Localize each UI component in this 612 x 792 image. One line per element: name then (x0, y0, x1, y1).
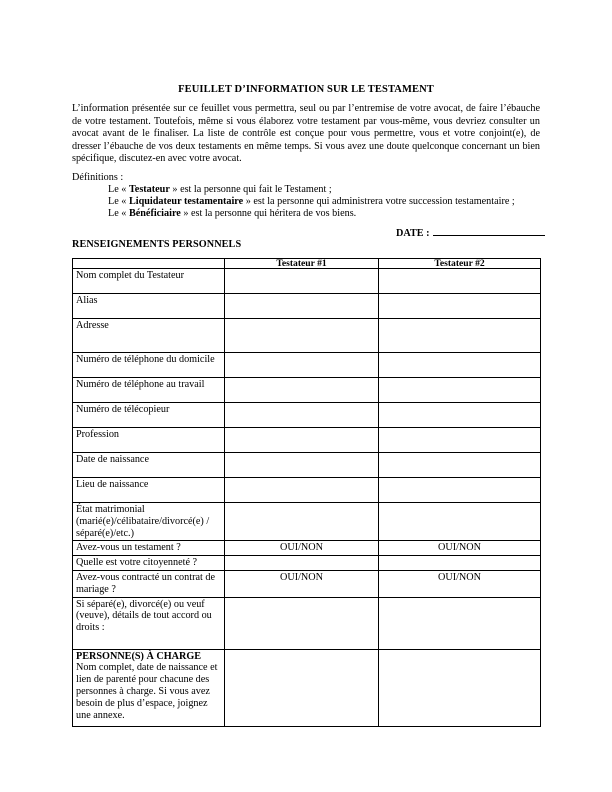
dependents-testateur-2[interactable] (379, 649, 541, 726)
row-label: Avez-vous un testament ? (73, 541, 225, 556)
cell-testateur-1[interactable] (225, 478, 379, 503)
section-title: RENSEIGNEMENTS PERSONNELS (72, 239, 242, 250)
intro-paragraph: L’information présentée sur ce feuillet vous permettra, seul ou par l’entremise de votre avocat, de faire l’ébauche de votre testament. Toutefois, même si vous élaborez votre testament par vous-même, vous devriez consulter un avocat avant de le finaliser. La liste de contrôle est conçue pour vous permettre, vous et votre conjoint(e), de dresser l’ébauche de vos deux testaments en même temps. Si vous avez une doute quelconque concernant un bien spécifique, discutez-en avec votre avocat. (72, 103, 540, 165)
definitions-heading: Définitions : (72, 172, 124, 183)
row-label: Numéro de télécopieur (73, 403, 225, 428)
table-row (73, 378, 541, 403)
cell-testateur-1[interactable] (225, 378, 379, 403)
cell-testateur-2[interactable] (379, 428, 541, 453)
table-row (73, 403, 541, 428)
row-label: État matrimonial (marié(e)/célibataire/divorcé(e) / séparé(e)/etc.) (73, 503, 225, 541)
cell-testateur-2[interactable] (379, 294, 541, 319)
row-label: Quelle est votre citoyenneté ? (73, 556, 225, 571)
row-label: Date de naissance (73, 453, 225, 478)
table-row (73, 319, 541, 353)
table-header-row (73, 259, 541, 269)
header-blank (73, 259, 225, 269)
table-row (73, 453, 541, 478)
definition-testateur: Le « Testateur » est la personne qui fait le Testament ; (108, 184, 332, 195)
definition-liquidateur: Le « Liquidateur testamentaire » est la personne qui administrera votre succession testamentaire ; (108, 196, 515, 207)
cell-testateur-1[interactable] (225, 294, 379, 319)
definition-beneficiaire: Le « Bénéficiaire » est la personne qui héritera de vos biens. (108, 208, 357, 219)
table-row (73, 597, 541, 649)
cell-testateur-2[interactable]: OUI/NON (379, 570, 541, 597)
cell-testateur-1[interactable]: OUI/NON (225, 541, 379, 556)
date-label: DATE : (396, 228, 430, 239)
cell-testateur-2[interactable] (379, 378, 541, 403)
row-label: Numéro de téléphone au travail (73, 378, 225, 403)
cell-testateur-1[interactable] (225, 319, 379, 353)
cell-testateur-2[interactable] (379, 319, 541, 353)
cell-testateur-1[interactable] (225, 428, 379, 453)
dependents-label (73, 649, 225, 726)
table-row (73, 353, 541, 378)
date-input-line[interactable] (433, 227, 545, 236)
cell-testateur-1[interactable]: OUI/NON (225, 570, 379, 597)
cell-testateur-1[interactable] (225, 403, 379, 428)
date-field (396, 227, 545, 239)
personal-info-table (72, 258, 541, 727)
row-label: Adresse (73, 319, 225, 353)
cell-testateur-1[interactable] (225, 353, 379, 378)
cell-testateur-2[interactable] (379, 403, 541, 428)
row-label: Alias (73, 294, 225, 319)
table-row (73, 541, 541, 556)
table-row (73, 556, 541, 571)
table-row (73, 503, 541, 541)
cell-testateur-2[interactable] (379, 556, 541, 571)
row-label: Profession (73, 428, 225, 453)
row-label: Lieu de naissance (73, 478, 225, 503)
row-label: Numéro de téléphone du domicile (73, 353, 225, 378)
table-row (73, 478, 541, 503)
row-label: Nom complet du Testateur (73, 269, 225, 294)
dependents-instructions: Nom complet, date de naissance et lien de parenté pour chacune des personnes à charge. Si vous avez besoin de plus d’espace, joignez une annexe. (76, 662, 218, 721)
header-testateur-2: Testateur #2 (379, 259, 541, 269)
dependents-row (73, 649, 541, 726)
cell-testateur-1[interactable] (225, 503, 379, 541)
document-title: FEUILLET D’INFORMATION SUR LE TESTAMENT (178, 84, 434, 95)
row-label: Si séparé(e), divorcé(e) ou veuf (veuve), détails de tout accord ou droits : (73, 597, 225, 649)
table-row (73, 269, 541, 294)
dependents-testateur-1[interactable] (225, 649, 379, 726)
dependents-heading: PERSONNE(S) À CHARGE (76, 650, 202, 662)
table-row (73, 570, 541, 597)
cell-testateur-2[interactable] (379, 353, 541, 378)
table-row (73, 294, 541, 319)
header-testateur-1: Testateur #1 (225, 259, 379, 269)
cell-testateur-2[interactable] (379, 478, 541, 503)
cell-testateur-2[interactable] (379, 503, 541, 541)
row-label: Avez-vous contracté un contrat de mariage ? (73, 570, 225, 597)
cell-testateur-2[interactable] (379, 597, 541, 649)
cell-testateur-1[interactable] (225, 453, 379, 478)
cell-testateur-1[interactable] (225, 556, 379, 571)
cell-testateur-2[interactable] (379, 453, 541, 478)
cell-testateur-2[interactable]: OUI/NON (379, 541, 541, 556)
table-row (73, 428, 541, 453)
cell-testateur-2[interactable] (379, 269, 541, 294)
cell-testateur-1[interactable] (225, 597, 379, 649)
cell-testateur-1[interactable] (225, 269, 379, 294)
